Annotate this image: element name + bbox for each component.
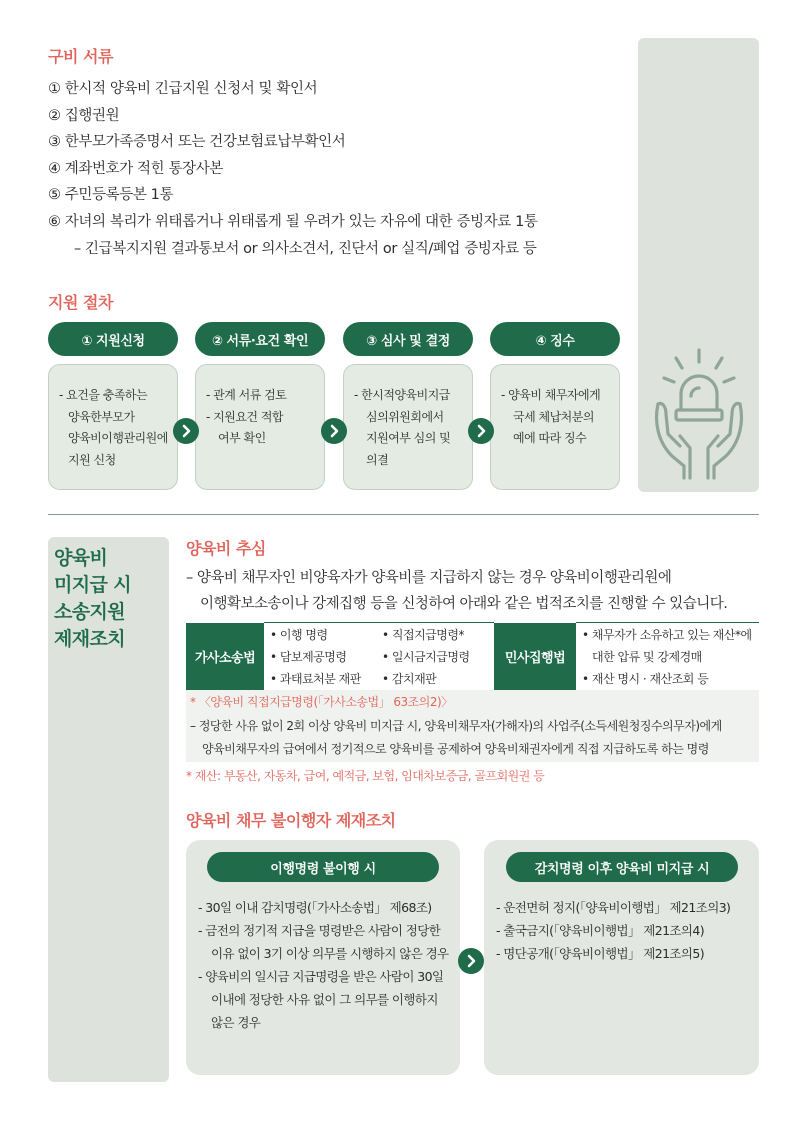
list-sub-item: – 긴급복지지원 결과통보서 or 의사소견서, 진단서 or 실직/폐업 증빙자료 등 (74, 240, 537, 257)
siren-hands-icon (650, 344, 748, 484)
step-line: - 한시적양육비지급 (354, 388, 450, 402)
list-item: ⑤ 주민등록등본 1통 (48, 187, 174, 204)
list-item: ② 집행권원 (48, 107, 120, 124)
step-line: 심의위원회에서 (366, 409, 444, 424)
legal-measures-table (186, 622, 759, 691)
property-note: * 재산: 부동산, 자동차, 급여, 예적금, 보험, 임대차보증금, 골프회원권 등 (186, 769, 545, 783)
chevron-right-icon (321, 418, 347, 444)
step-line: - 지원요건 적합 (206, 409, 284, 424)
step-line: 지원 신청 (68, 452, 116, 467)
penalty-item: - 양육비의 일시금 지급명령을 받은 사람이 30일 이내에 정당한 사유 없이 그 의무를 이행하지 않은 경우 (198, 969, 444, 1030)
note-line: – 정당한 사유 없이 2회 이상 양육비 미지급 시, 양육비채무자(가해자)의 사업주(소득세원청징수의무자)에게 (190, 719, 722, 733)
side-title-line: 제재조치 (54, 628, 126, 650)
family-litigation-head: 가사소송법 (186, 623, 264, 691)
chevron-right-icon (458, 948, 484, 974)
penalty-title: 양육비 채무 불이행자 제재조치 (186, 811, 396, 830)
penalty-item: - 출국금지(「양육비이행법」 제21조의4) (496, 923, 704, 938)
law-item: • 일시금지급명령 (382, 649, 470, 664)
procedure-title: 지원 절차 (48, 293, 113, 312)
required-docs-title: 구비 서류 (48, 47, 113, 66)
list-item: ⑥ 자녀의 복리가 위태롭거나 위태롭게 될 우려가 있는 자유에 대한 증빙자료 1통 (48, 213, 538, 230)
side-title (54, 545, 131, 653)
chevron-right-icon (173, 418, 199, 444)
step-line: 예에 따라 징수 (513, 431, 587, 445)
penalty-item: - 30일 이내 감치명령(「가사소송법」 제68조) (198, 900, 432, 915)
law-item: 대한 압류 및 강제경매 (592, 649, 702, 664)
law-item: • 직접지급명령* (382, 627, 464, 642)
step-1-box (48, 364, 178, 490)
section-divider (48, 514, 759, 515)
law-item: • 재산 명시 · 재산조회 등 (582, 671, 709, 686)
penalty-item: - 명단공개(「양육비이행법」 제21조의5) (496, 946, 704, 961)
law-item: • 감치재판 (382, 671, 437, 686)
list-item: ③ 한부모가족증명서 또는 건강보험료납부확인서 (48, 134, 346, 151)
step-1-label: ① 지원신청 (48, 322, 178, 356)
collection-title: 양육비 추심 (186, 539, 266, 558)
side-title-line: 소송지원 (54, 601, 126, 623)
penalty-item: - 운전면허 정지(「양육비이행법」 제21조의3) (496, 900, 731, 915)
penalty-right-list (496, 896, 754, 965)
decorative-side-panel (638, 38, 759, 492)
side-title-line: 양육비 (54, 547, 108, 569)
penalty-left-label: 이행명령 불이행 시 (207, 852, 439, 882)
step-line: - 양육비 채무자에게 (501, 388, 601, 402)
list-item: ① 한시적 양육비 긴급지원 신청서 및 확인서 (48, 81, 318, 97)
required-docs-list (48, 76, 538, 262)
step-2-box (195, 364, 325, 490)
step-4-box (490, 364, 620, 490)
family-litigation-items (264, 623, 494, 691)
civil-execution-head: 민사집행법 (494, 623, 576, 691)
note-heading: * 〈양육비 직접지급명령(「가사소송법」 63조의2)〉 (190, 695, 453, 709)
chevron-right-icon (468, 418, 494, 444)
penalty-item: - 금전의 정기적 지급을 명령받은 사람이 정당한 이유 없이 3기 이상 의무를 시행하지 않은 경우 (198, 923, 449, 961)
civil-execution-items (576, 623, 759, 691)
law-item: • 이행 명령 (270, 627, 328, 642)
step-line: 양육한부모가 (68, 409, 135, 424)
collection-desc: – 양육비 채무자인 비양육자가 양육비를 지급하지 않는 경우 양육비이행관리원에 (186, 570, 672, 586)
step-3-box (343, 364, 473, 490)
step-line: - 요건을 충족하는 (59, 388, 148, 402)
note-line: 양육비채무자의 급여에서 정기적으로 양육비를 공제하여 양육비채권자에게 직접 지급하도록 하는 명령 (202, 742, 709, 756)
law-item: • 과태료처분 재판 (270, 671, 361, 686)
law-item: • 담보제공명령 (270, 649, 347, 664)
list-item: ④ 계좌번호가 적힌 통장사본 (48, 160, 223, 177)
step-line: 의결 (366, 452, 389, 467)
penalty-right-label: 감치명령 이후 양육비 미지급 시 (506, 852, 738, 882)
step-2-label: ② 서류·요건 확인 (195, 322, 325, 356)
side-title-line: 미지급 시 (54, 574, 132, 596)
step-line: 국세 체납처분의 (513, 409, 594, 424)
step-3-label: ③ 심사 및 결정 (343, 322, 473, 356)
step-line: - 관계 서류 검토 (206, 388, 287, 402)
step-line: 양육비이행관리원에 (68, 431, 168, 445)
step-4-label: ④ 징수 (490, 322, 620, 356)
penalty-left-list (198, 896, 450, 1034)
step-line: 여부 확인 (218, 431, 266, 445)
step-line: 지원여부 심의 및 (366, 431, 451, 445)
law-item: • 채무자가 소유하고 있는 재산*에 (582, 627, 752, 642)
collection-desc: 이행확보소송이나 강제집행 등을 신청하여 아래와 같은 법적조치를 진행할 수 있습니다. (200, 596, 728, 612)
